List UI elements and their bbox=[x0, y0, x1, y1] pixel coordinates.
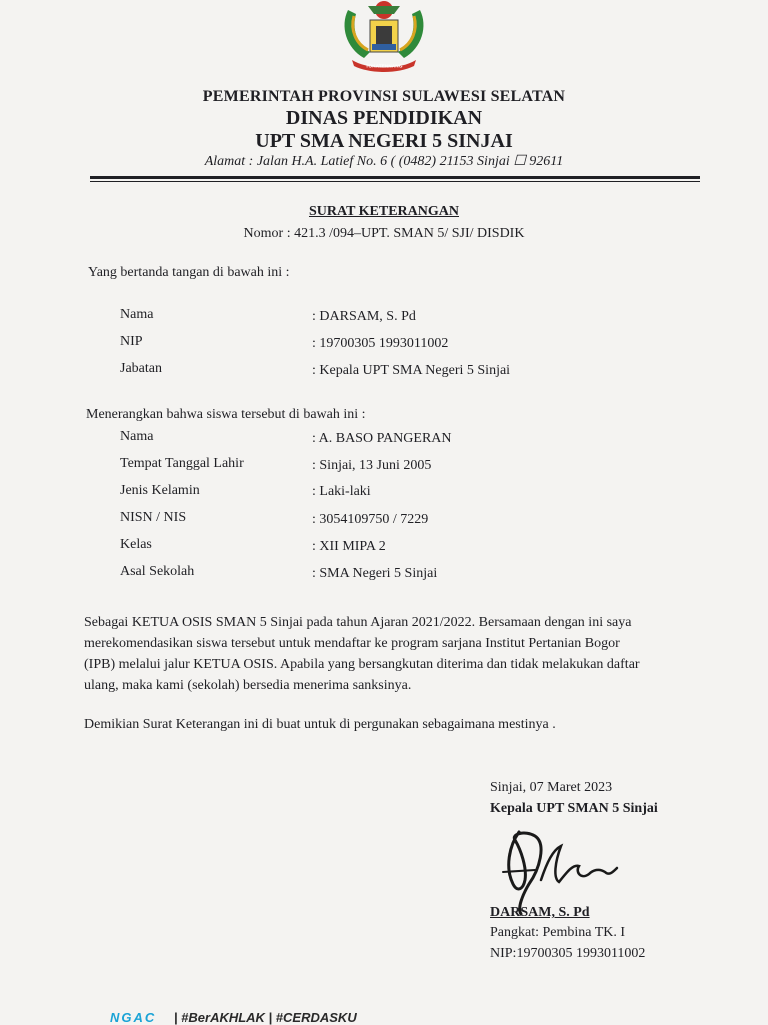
signer-position-label: Jabatan bbox=[120, 361, 162, 376]
body-line: ulang, maka kami (sekolah) bersedia menerima sanksinya. bbox=[84, 678, 412, 693]
document-title: SURAT KETERANGAN bbox=[308, 204, 459, 219]
footer-mark: NGAC bbox=[110, 1010, 157, 1025]
student-intro-text: Menerangkan bahwa siswa tersebut di bawah ini : bbox=[86, 407, 366, 422]
letterhead-rule bbox=[90, 176, 700, 179]
student-birth-label: Tempat Tanggal Lahir bbox=[120, 456, 244, 471]
signature-nip: NIP:19700305 1993011002 bbox=[490, 946, 646, 961]
logo-motto: TOKATENNANG bbox=[365, 64, 403, 70]
student-name-label: Nama bbox=[120, 429, 154, 444]
student-nisn-value: : 3054109750 / 7229 bbox=[312, 512, 429, 527]
signature-place-date: Sinjai, 07 Maret 2023 bbox=[490, 780, 613, 795]
closing-text: Demikian Surat Keterangan ini di buat untuk di pergunakan sebagaimana mestinya . bbox=[84, 717, 556, 732]
signer-name-value: : DARSAM, S. Pd bbox=[312, 309, 416, 324]
student-nisn-label: NISN / NIS bbox=[120, 510, 187, 525]
student-birth-value: : Sinjai, 13 Juni 2005 bbox=[312, 458, 432, 473]
student-gender-value: : Laki-laki bbox=[312, 484, 371, 499]
document-number: Nomor : 421.3 /094–UPT. SMAN 5/ SJI/ DISDIK bbox=[243, 226, 525, 241]
signature-name: DARSAM, S. Pd bbox=[490, 905, 590, 920]
letterhead-school: UPT SMA NEGERI 5 SINJAI bbox=[255, 130, 513, 152]
student-class-label: Kelas bbox=[120, 537, 152, 552]
footer-banner bbox=[110, 1010, 357, 1024]
student-school-value: : SMA Negeri 5 Sinjai bbox=[312, 566, 438, 581]
signer-position-value: : Kepala UPT SMA Negeri 5 Sinjai bbox=[312, 363, 511, 378]
footer-hashtags: | #BerAKHLAK | #CERDASKU bbox=[173, 1010, 357, 1025]
body-line: merekomendasikan siswa tersebut untuk mendaftar ke program sarjana Institut Pertanian Bogor bbox=[84, 636, 620, 651]
student-gender-label: Jenis Kelamin bbox=[120, 483, 200, 498]
body-line: (IPB) melalui jalur KETUA OSIS. Apabila yang bersangkutan diterima dan tidak melakukan daftar bbox=[84, 657, 640, 672]
body-line: Sebagai KETUA OSIS SMAN 5 Sinjai pada tahun Ajaran 2021/2022. Bersamaan dengan ini saya bbox=[84, 615, 632, 630]
body-paragraph bbox=[84, 612, 724, 696]
letterhead-government: PEMERINTAH PROVINSI SULAWESI SELATAN bbox=[202, 88, 566, 105]
signature-position: Kepala UPT SMAN 5 Sinjai bbox=[490, 801, 658, 816]
student-school-label: Asal Sekolah bbox=[120, 564, 195, 579]
signature-rank: Pangkat: Pembina TK. I bbox=[490, 925, 626, 940]
intro-text: Yang bertanda tangan di bawah ini : bbox=[88, 265, 290, 280]
student-name-value: : A. BASO PANGERAN bbox=[312, 431, 452, 446]
letterhead-agency: DINAS PENDIDIKAN bbox=[285, 107, 483, 129]
letterhead-rule-thin bbox=[90, 181, 700, 182]
signer-nip-label: NIP bbox=[120, 334, 143, 349]
signer-name-label: Nama bbox=[120, 307, 154, 322]
letterhead-address: Alamat : Jalan H.A. Latief No. 6 ( (0482) 21153 Sinjai ☐ 92611 bbox=[204, 154, 564, 169]
signer-nip-value: : 19700305 1993011002 bbox=[312, 336, 449, 351]
provincial-emblem-logo bbox=[338, 0, 430, 74]
student-class-value: : XII MIPA 2 bbox=[312, 539, 386, 554]
